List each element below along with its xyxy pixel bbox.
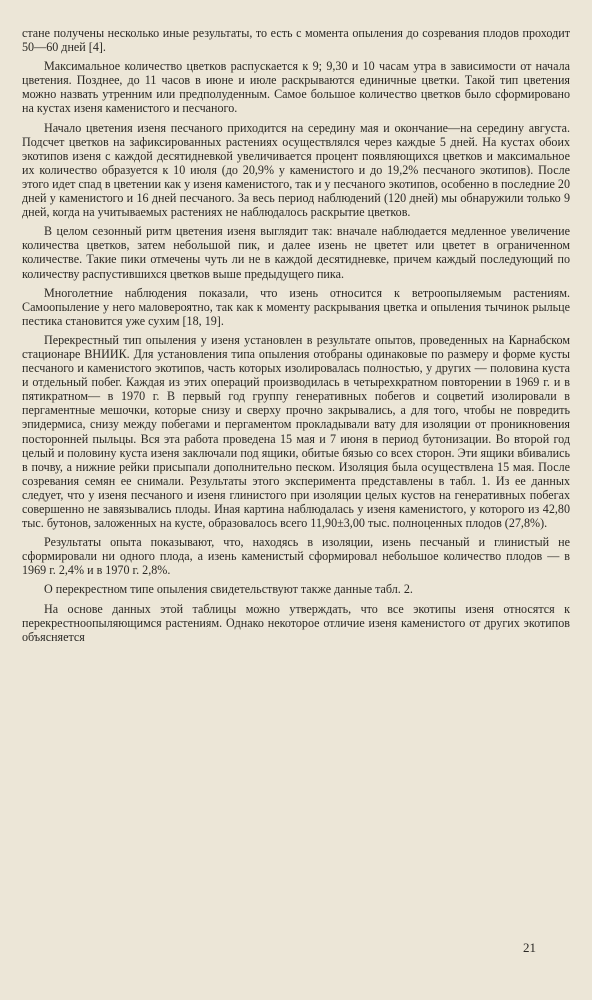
paragraph: Перекрестный тип опыления у изеня установлен в результате опытов, проведенных на Карнабском стационаре ВНИИК. Для установления типа опыления отобраны одинаковые по размеру и форме кусты песчаного и каменистого экотипов, часть которых изолировалась полностью, у других — половина куста и отдельный побег. Каждая из этих операций производилась в четырехкратном повторении в 1969 г. и в пятикратном— в 1970 г. В первый год группу генеративных побегов и соцветий изолировали в пергаментные мешочки, которые снизу и сверху прочно закрывались, а для того, чтобы не повредить эпидермиса, снизу между побегами и пергаментом прокладывали вату для изоляции от проникновения посторонней пыльцы. Вся эта работа проведена 15 мая и 7 июня в период бутонизации. Во второй год целый и половину куста изеня заключали под ящики, обитые бязью со всех сторон. Эти ящики вбивались в почву, а нижние рейки присыпали дополнительно песком. Изоляция была осуществлена 15 мая. После созревания семян ее снимали. Результаты этого эксперимента представлены в табл. 1. Из ее данных следует, что у изеня песчаного и изеня глинистого при изоляции целых кустов на генеративных побегах совершенно не завязывались плоды. Иная картина наблюдалась у изеня каменистого, у которого из 42,80 тыс. бутонов, заложенных на кусте, образовалось всего 11,90±3,00 тыс. полноценных плодов (27,8%). (22, 332, 570, 531)
paragraph: О перекрестном типе опыления свидетельствуют также данные табл. 2. (44, 582, 413, 597)
page-number: 21 (523, 940, 536, 955)
paragraph: На основе данных этой таблицы можно утверждать, что все экотипы изеня относятся к перекрестноопыляющимся растениям. Однако некоторое отличие изеня каменистого от других экотипов объясняется (22, 601, 570, 644)
paragraph: Максимальное количество цветков распускается к 9; 9,30 и 10 часам утра в зависимости от начала цветения. Позднее, до 11 часов в июне и июле раскрываются единичные цветки. Такой тип цветения можно назвать утренним или предполуденным. Самое большое количество цветков было сформировано на кустах изеня каменистого и песчаного. (22, 59, 570, 116)
paragraph: Результаты опыта показывают, что, находясь в изоляции, изень песчаный и глинистый не сформировали ни одного плода, а изень каменистый сформировал небольшое количество плодов — в 1969 г. 2,4% и в 1970 г. 2,8%. (22, 535, 570, 578)
paragraph: стане получены несколько иные результаты, то есть с момента опыления до созревания плодов проходит 50—60 дней [4]. (22, 26, 570, 55)
body-text (22, 26, 570, 644)
paragraph: Начало цветения изеня песчаного приходится на середину мая и окончание—на середину августа. Подсчет цветков на зафиксированных растениях осуществлялся через каждые 5 дней. На кустах обоих экотипов изеня с каждой десятидневкой увеличивается процент появляющихся цветков и максимальное их количество образуется к 10 июля (до 20,9% у каменистого и до 19,2% песчаного экотипов). После этого идет спад в цветении как у изеня каменистого, так и у песчаного экотипов, особенно в последние 20 дней у каменистого и 16 дней песчаного. За весь период наблюдений (120 дней) мы обнаружили только 9 дней, когда на учитываемых растениях не наблюдалось раскрытие цветков. (22, 120, 570, 220)
paragraph: В целом сезонный ритм цветения изеня выглядит так: вначале наблюдается медленное увеличение количества цветков, затем небольшой пик, и далее изень не цветет или цветет в ограниченном количестве. Такие пики отмечены чуть ли не в каждой десятидневке, причем каждый последующий по количеству распустившихся цветков выше предыдущего пика. (22, 224, 570, 281)
paragraph: Многолетние наблюдения показали, что изень относится к ветроопыляемым растениям. Самоопыление у него маловероятно, так как к моменту раскрывания цветка и опыления тычинок рыльце пестика становится уже сухим [18, 19]. (22, 285, 570, 328)
